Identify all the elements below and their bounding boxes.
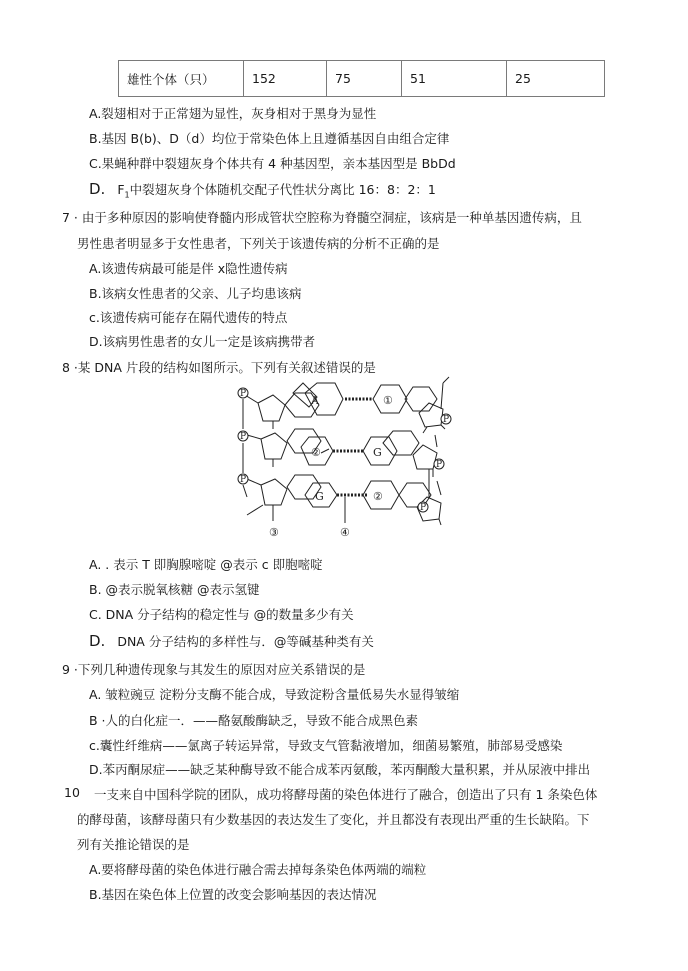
sugar-pentagon [419,403,443,427]
base-g-label: G [315,490,324,503]
phosphate-label: P [240,389,247,399]
table-cell: 51 [402,61,507,97]
q7-option-d: D.该病男性患者的女儿一定是该病携带者 [89,334,316,349]
q8-option-c: C. DNA 分子结构的稳定性与 @的数量多少有关 [89,607,354,622]
q9-option-d: D.苯丙酮尿症——缺乏某种酶导致不能合成苯丙氨酸，苯丙酮酸大量积累，并从尿液中排出 [89,762,591,777]
phosphate-label: P [443,415,450,425]
option-text-rest: 中裂翅灰身个体随机交配子代性状分离比 16：8：2：1 [129,182,436,197]
q10-stem-line3: 列有关推论错误的是 [77,837,190,852]
q9-option-a: A. 皱粒豌豆 淀粉分支酶不能合成，导致淀粉含量低易失水显得皱缩 [89,687,460,702]
phosphate-label: P [436,460,443,470]
dna-structure-figure [233,373,463,543]
option-letter: D. [89,632,106,650]
table-cell: 25 [507,61,605,97]
q10-number: 10 [64,785,80,800]
q9-option-b: B ·人的白化症一．——酪氨酸酶缺乏，导致不能合成黑色素 [89,713,419,728]
option-letter: D. [89,180,106,198]
offspring-count-table [118,60,605,97]
q6-option-b: B.基因 B(b)、D（d）均位于常染色体上且遵循基因自由组合定律 [89,131,450,146]
q7-option-a: A.该遗传病最可能是伴 x隐性遗传病 [89,261,288,276]
label-2: ② [373,490,383,503]
sugar-pentagon [258,395,285,421]
label-3: ③ [269,526,279,539]
q6-option-d [89,180,436,200]
q10-option-a: A.要将酵母菌的染色体进行融合需去掉每条染色体两端的端粒 [89,862,427,877]
q8-option-a: A. . 表示 T 即胸腺嘧啶 @表示 c 即胞嘧啶 [89,557,323,572]
q10-option-b: B.基因在染色体上位置的改变会影响基因的表达情况 [89,887,377,902]
base-g-label: G [373,446,382,459]
q9-option-c: c.囊性纤维病——氯离子转运异常，导致支气管黏液增加，细菌易繁殖，肺部易受感染 [89,738,563,753]
option-text: F [117,182,125,197]
label-2: ② [311,446,321,459]
q8-option-d [89,632,374,650]
q7-option-b: B.该病女性患者的父亲、儿子均患该病 [89,286,302,301]
q6-option-a: A.裂翅相对于正常翅为显性，灰身相对于黑身为显性 [89,106,377,121]
q8-stem: 8 ·某 DNA 片段的结构如图所示。下列有关叙述错误的是 [62,360,376,375]
q6-option-c: C.果蝇种群中裂翅灰身个体共有 4 种基因型，亲本基因型是 BbDd [89,156,456,171]
q10-stem-line2: 的酵母菌，该酵母菌只有少数基因的表达发生了变化，并且都没有表现出严重的生长缺陷。下 [77,812,590,827]
option-text: DNA 分子结构的多样性与．@等碱基种类有关 [117,634,374,649]
q8-option-b: B. @表示脱氧核糖 @表示氢键 [89,582,260,597]
phosphate-label: P [240,475,247,485]
table-cell: 152 [244,61,327,97]
q7-option-c: c.该遗传病可能存在隔代遗传的特点 [89,310,288,325]
phosphate-label: P [420,503,427,513]
label-1: ① [383,394,393,407]
q7-stem-line2: 男性患者明显多于女性患者，下列关于该遗传病的分析不正确的是 [77,236,440,251]
table-row-label: 雄性个体（只） [119,61,244,97]
label-4: ④ [340,526,350,539]
base-a-label: A [311,394,319,407]
q10-stem-line1: 一支来自中国科学院的团队，成功将酵母菌的染色体进行了融合，创造出了只有 1 条染色体 [94,787,598,802]
subscript: 1 [124,190,130,200]
q9-stem: 9 ·下列几种遗传现象与其发生的原因对应关系错误的是 [62,662,366,677]
q7-stem-line1: 7 · 由于多种原因的影响使脊髓内形成管状空腔称为脊髓空洞症，该病是一种单基因遗传病，且 [62,210,582,225]
phosphate-label: P [240,432,247,442]
table-cell: 75 [327,61,402,97]
table-row [119,61,605,97]
